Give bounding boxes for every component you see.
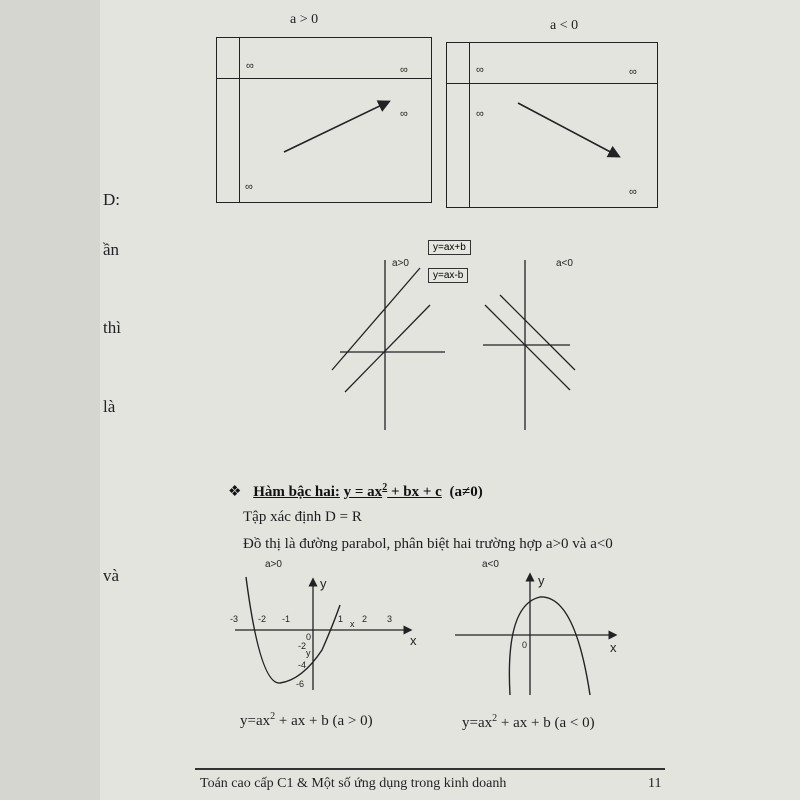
left-fragment-1: D:	[103, 190, 120, 209]
infinity-label: ∞	[245, 181, 253, 193]
decreasing-arrow	[518, 103, 618, 156]
formula-main: y = ax	[343, 484, 383, 500]
parabola-graphs	[220, 555, 640, 705]
section-title	[228, 482, 483, 501]
x-tick: 3	[387, 614, 393, 624]
left-fragment-5: và	[103, 566, 120, 585]
bullet-icon: ❖	[228, 484, 242, 500]
y-tick: -4	[298, 660, 307, 670]
line-neg-2	[500, 295, 575, 370]
linear-graphs	[300, 250, 600, 450]
line-neg-1	[485, 305, 570, 390]
caption-left	[240, 711, 373, 730]
infinity-label: ∞	[629, 186, 637, 198]
caption-left-main: y=ax	[240, 713, 271, 729]
increasing-arrow	[284, 102, 388, 152]
right-y-label: y	[538, 573, 545, 588]
right-origin: 0	[522, 640, 528, 650]
left-y-mark: y	[306, 648, 311, 658]
left-origin: 0	[306, 632, 312, 642]
y-tick: -6	[296, 679, 305, 689]
infinity-label: ∞	[400, 108, 408, 120]
table-header-a-neg: a < 0	[550, 18, 579, 33]
line-ax-plus-b	[332, 268, 420, 370]
x-tick: -2	[258, 614, 267, 624]
legend-box-1: y=ax+b	[428, 240, 471, 255]
label-parabola-a-pos: a>0	[265, 559, 282, 570]
left-y-label: y	[320, 576, 327, 591]
section-title-prefix: Hàm bậc hai:	[253, 484, 340, 500]
x-tick: 1	[338, 614, 344, 624]
legend-box-2: y=ax-b	[428, 268, 468, 283]
formula-rest: + bx + c	[387, 484, 442, 500]
right-x-label: x	[610, 640, 617, 655]
formula-exp: 2	[382, 482, 388, 493]
infinity-label: ∞	[246, 60, 254, 72]
caption-right	[462, 713, 595, 732]
footer-text: Toán cao cấp C1 & Một số ứng dụng trong kinh doanh	[200, 776, 507, 791]
formula-condition: (a≠0)	[449, 484, 483, 500]
caption-right-rest: + ax + b (a < 0)	[497, 715, 595, 731]
x-tick: -3	[230, 614, 239, 624]
infinity-label: ∞	[476, 108, 484, 120]
page-number: 11	[648, 776, 662, 791]
infinity-label: ∞	[629, 66, 637, 78]
line-ax-minus-b	[345, 305, 430, 392]
label-a-neg: a<0	[556, 258, 573, 269]
left-x-label: x	[410, 633, 417, 648]
x-tick: 2	[362, 614, 368, 624]
caption-left-exp: 2	[270, 711, 276, 722]
left-fragment-3: thì	[103, 318, 121, 337]
left-fragment-2: ần	[103, 240, 120, 259]
y-tick: -2	[298, 641, 307, 651]
caption-right-exp: 2	[492, 713, 498, 724]
label-parabola-a-neg: a<0	[482, 559, 499, 570]
caption-left-rest: + ax + b (a > 0)	[275, 713, 373, 729]
infinity-label: ∞	[476, 64, 484, 76]
left-x-mark: x	[350, 619, 355, 629]
table-header-a-pos: a > 0	[290, 12, 319, 27]
footer-rule	[195, 768, 665, 770]
caption-right-main: y=ax	[462, 715, 493, 731]
graph-description: Đồ thị là đường parabol, phân biệt hai trường hợp a>0 và a<0	[243, 536, 613, 552]
infinity-label: ∞	[400, 64, 408, 76]
domain-line: Tập xác định D = R	[243, 509, 362, 525]
x-tick: -1	[282, 614, 291, 624]
left-fragment-4: là	[103, 397, 116, 416]
label-a-pos: a>0	[392, 258, 409, 269]
